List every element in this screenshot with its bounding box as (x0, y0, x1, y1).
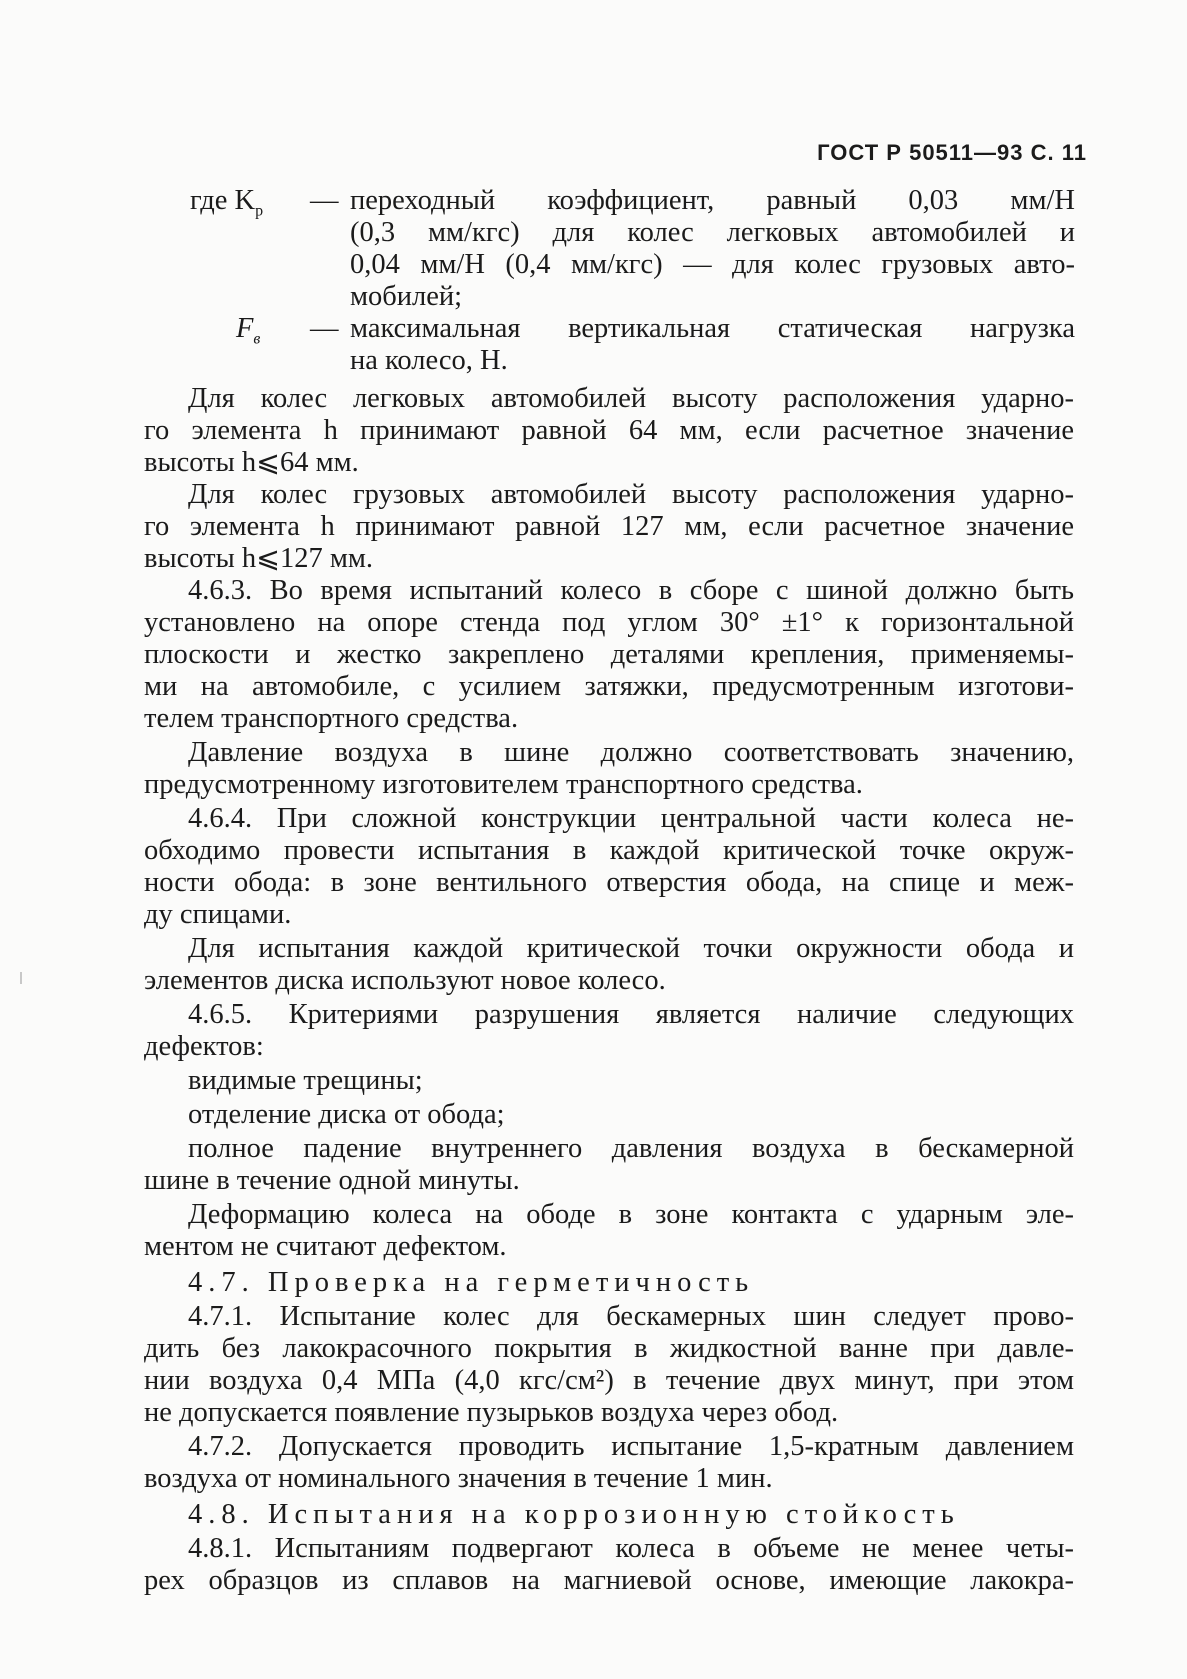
text-line: рех образцов из сплавов на магниевой основе, имеющие лакокра- (144, 1565, 1074, 1596)
text-line: нии воздуха 0,4 МПа (4,0 кгс/см²) в течение двух минут, при этом (144, 1365, 1074, 1396)
definition-term-kp (190, 185, 263, 228)
text-line: 4.6.3. Во время испытаний колесо в сборе с шиной должно быть (188, 575, 1074, 606)
text-line: высоты h⩽64 мм. (144, 447, 359, 478)
text-line: 4.7.1. Испытание колес для бескамерных шин следует прово- (188, 1301, 1074, 1332)
text-line: ности обода: в зоне вентильного отверстия обода, на спице и меж- (144, 867, 1074, 898)
running-header: ГОСТ Р 50511—93 С. 11 (817, 140, 1087, 165)
text-line: 4.7.2. Допускается проводить испытание 1,5-кратным давлением (188, 1431, 1074, 1462)
definition-term-kp-base: где K (190, 185, 256, 216)
definition-line: на колесо, Н. (350, 345, 508, 376)
text-line: го элемента h принимают равной 64 мм, если расчетное значение (144, 415, 1074, 446)
definition-line: максимальная вертикальная статическая нагрузка (350, 313, 1075, 344)
text-line: Деформацию колеса на ободе в зоне контакта с ударным эле- (188, 1199, 1074, 1230)
text-line: Для колес грузовых автомобилей высоту расположения ударно- (188, 479, 1074, 510)
definition-term-kp-sub: р (255, 202, 264, 220)
definition-term-fv (236, 313, 260, 356)
text-line: 4.6.4. При сложной конструкции центральной части колеса не- (188, 803, 1074, 834)
text-line: плоскости и жестко закреплено деталями крепления, применяемы- (144, 639, 1074, 670)
text-line: дить без лакокрасочного покрытия в жидкостной ванне при давле- (144, 1333, 1074, 1364)
text-line: Для колес легковых автомобилей высоту расположения ударно- (188, 383, 1074, 414)
text-line: 4.8.1. Испытаниям подвергают колеса в объеме не менее четы- (188, 1533, 1074, 1564)
definition-dash: — (310, 185, 339, 216)
definition-line: переходный коэффициент, равный 0,03 мм/Н (350, 185, 1075, 216)
list-item: отделение диска от обода; (188, 1099, 505, 1130)
section-heading-4-7: 4.7. Проверка на герметичность (188, 1267, 755, 1298)
text-line: воздуха от номинального значения в течение 1 мин. (144, 1463, 773, 1494)
definition-dash: — (310, 313, 339, 344)
text-line: 4.6.5. Критериями разрушения является наличие следующих (188, 999, 1074, 1030)
text-line: установлено на опоре стенда под углом 30° ±1° к горизонтальной (144, 607, 1074, 638)
definition-line: (0,3 мм/кгс) для колес легковых автомобилей и (350, 217, 1075, 248)
list-item: полное падение внутреннего давления воздуха в бескамерной (188, 1133, 1074, 1164)
definition-term-fv-sub: в (253, 330, 261, 348)
text-line: шине в течение одной минуты. (144, 1165, 520, 1196)
scan-artifact (20, 972, 22, 984)
text-line: обходимо провести испытания в каждой критической точке окруж- (144, 835, 1074, 866)
definition-line: мобилей; (350, 281, 463, 312)
text-line: го элемента h принимают равной 127 мм, если расчетное значение (144, 511, 1074, 542)
text-line: телем транспортного средства. (144, 703, 519, 734)
text-line: ду спицами. (144, 899, 292, 930)
text-line: ми на автомобиле, с усилием затяжки, предусмотренным изготови- (144, 671, 1074, 702)
text-line: Давление воздуха в шине должно соответствовать значению, (188, 737, 1074, 768)
section-heading-4-8: 4.8. Испытания на коррозионную стойкость (188, 1499, 960, 1530)
text-line: не допускается появление пузырьков воздуха через обод. (144, 1397, 839, 1428)
text-line: высоты h⩽127 мм. (144, 543, 374, 574)
text-line: Для испытания каждой критической точки окружности обода и (188, 933, 1074, 964)
text-line: предусмотренному изготовителем транспортного средства. (144, 769, 863, 800)
text-line: ментом не считают дефектом. (144, 1231, 507, 1262)
definition-term-fv-base: F (236, 313, 254, 344)
text-line: дефектов: (144, 1031, 264, 1062)
list-item: видимые трещины; (188, 1065, 423, 1096)
text-line: элементов диска используют новое колесо. (144, 965, 666, 996)
definition-line: 0,04 мм/Н (0,4 мм/кгс) — для колес грузовых авто- (350, 249, 1075, 280)
